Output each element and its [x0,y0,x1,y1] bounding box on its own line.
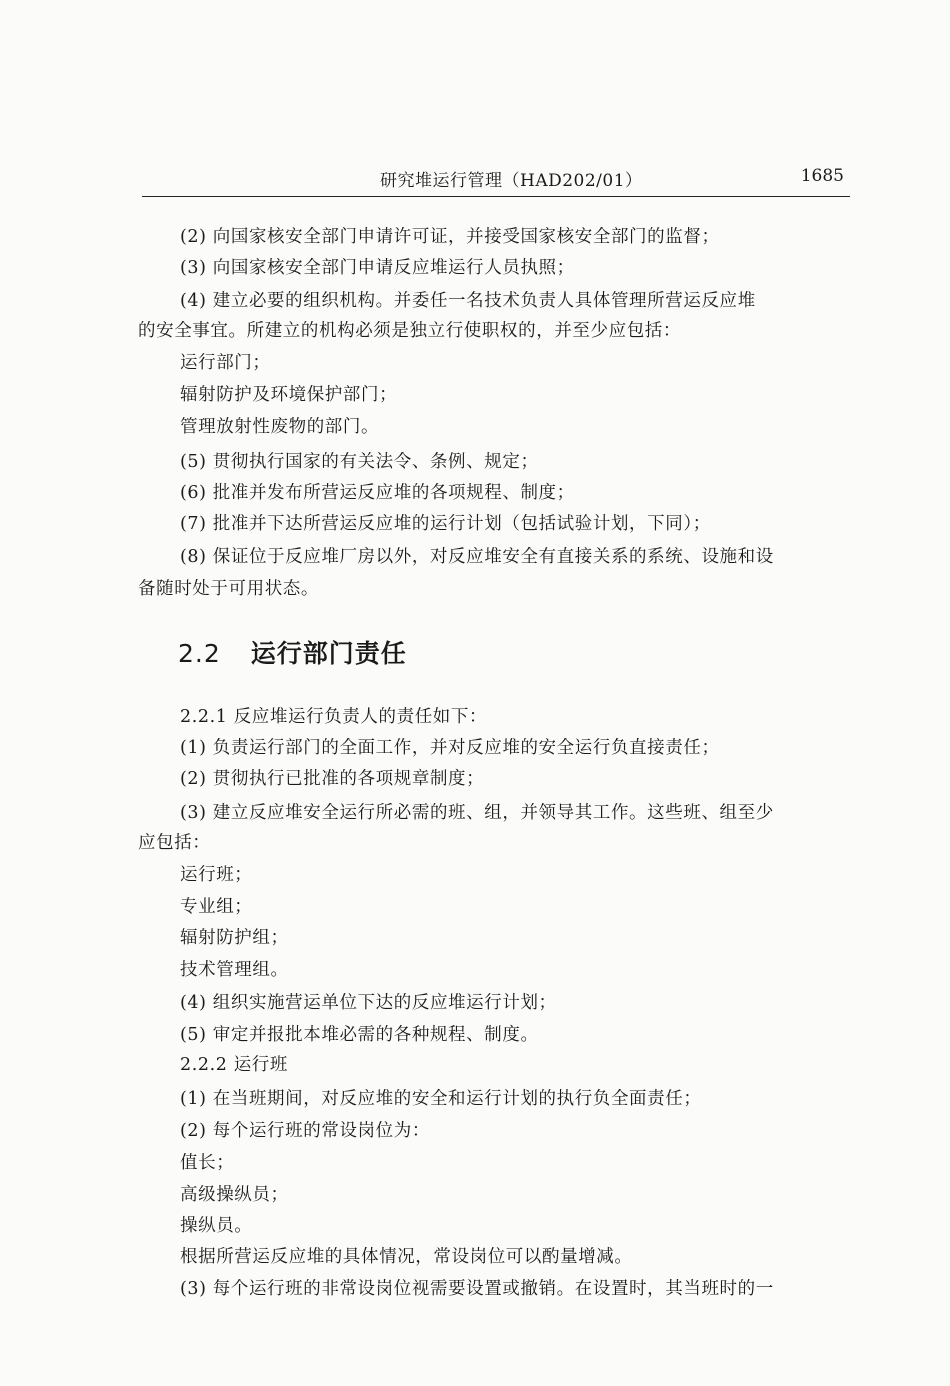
list-item: (1) 负责运行部门的全面工作，并对反应堆的安全运行负直接责任； [180,738,720,758]
header-title: 研究堆运行管理（HAD202/01） [380,171,643,191]
paragraph-line: 备随时处于可用状态。 [138,579,319,599]
list-item: (5) 审定并报批本堆必需的各种规程、制度。 [180,1025,539,1045]
list-item: 操纵员。 [180,1216,253,1236]
section-heading [178,634,407,670]
running-header [142,162,848,192]
list-item: 高级操纵员； [180,1185,289,1205]
section-number: 2.2 [178,639,221,668]
list-item: (8) 保证位于反应堆厂房以外，对反应堆安全有直接关系的系统、设施和设 [180,547,774,567]
list-item: 技术管理组。 [180,960,289,980]
list-item: 辐射防护组； [180,928,289,948]
list-item: (2) 向国家核安全部门申请许可证，并接受国家核安全部门的监督； [180,227,720,247]
list-item: (1) 在当班期间，对反应堆的安全和运行计划的执行负全面责任； [180,1089,702,1109]
list-item: (3) 每个运行班的非常设岗位视需要设置或撤销。在设置时，其当班时的一 [180,1279,774,1299]
list-item: 值长； [180,1153,235,1173]
list-item: (3) 建立反应堆安全运行所必需的班、组，并领导其工作。这些班、组至少 [180,803,774,823]
subsection-heading: 2.2.1 反应堆运行负责人的责任如下： [180,707,488,727]
list-item: 运行班； [180,865,253,885]
list-item: (2) 贯彻执行已批准的各项规章制度； [180,769,485,789]
list-item: (5) 贯彻执行国家的有关法令、条例、规定； [180,452,539,472]
list-item: (7) 批准并下达所营运反应堆的运行计划（包括试验计划，下同）； [180,514,711,534]
page-number: 1685 [800,166,844,186]
subsection-heading: 2.2.2 运行班 [180,1055,288,1075]
paragraph-line: 应包括： [138,833,211,853]
section-title: 运行部门责任 [250,639,407,668]
list-item: (2) 每个运行班的常设岗位为： [180,1121,430,1141]
list-item: (4) 建立必要的组织机构。并委任一名技术负责人具体管理所营运反应堆 [180,291,756,311]
list-item: (6) 批准并发布所营运反应堆的各项规程、制度； [180,483,575,503]
list-item: 辐射防护及环境保护部门； [180,385,398,405]
paragraph-line: 的安全事宜。所建立的机构必须是独立行使职权的，并至少应包括： [138,321,681,341]
list-item: 专业组； [180,897,253,917]
paragraph-line: 根据所营运反应堆的具体情况，常设岗位可以酌量增减。 [180,1247,633,1267]
list-item: (3) 向国家核安全部门申请反应堆运行人员执照； [180,258,575,278]
list-item: (4) 组织实施营运单位下达的反应堆运行计划； [180,993,557,1013]
list-item: 运行部门； [180,353,271,373]
list-item: 管理放射性废物的部门。 [180,417,380,437]
header-rule [142,196,850,197]
